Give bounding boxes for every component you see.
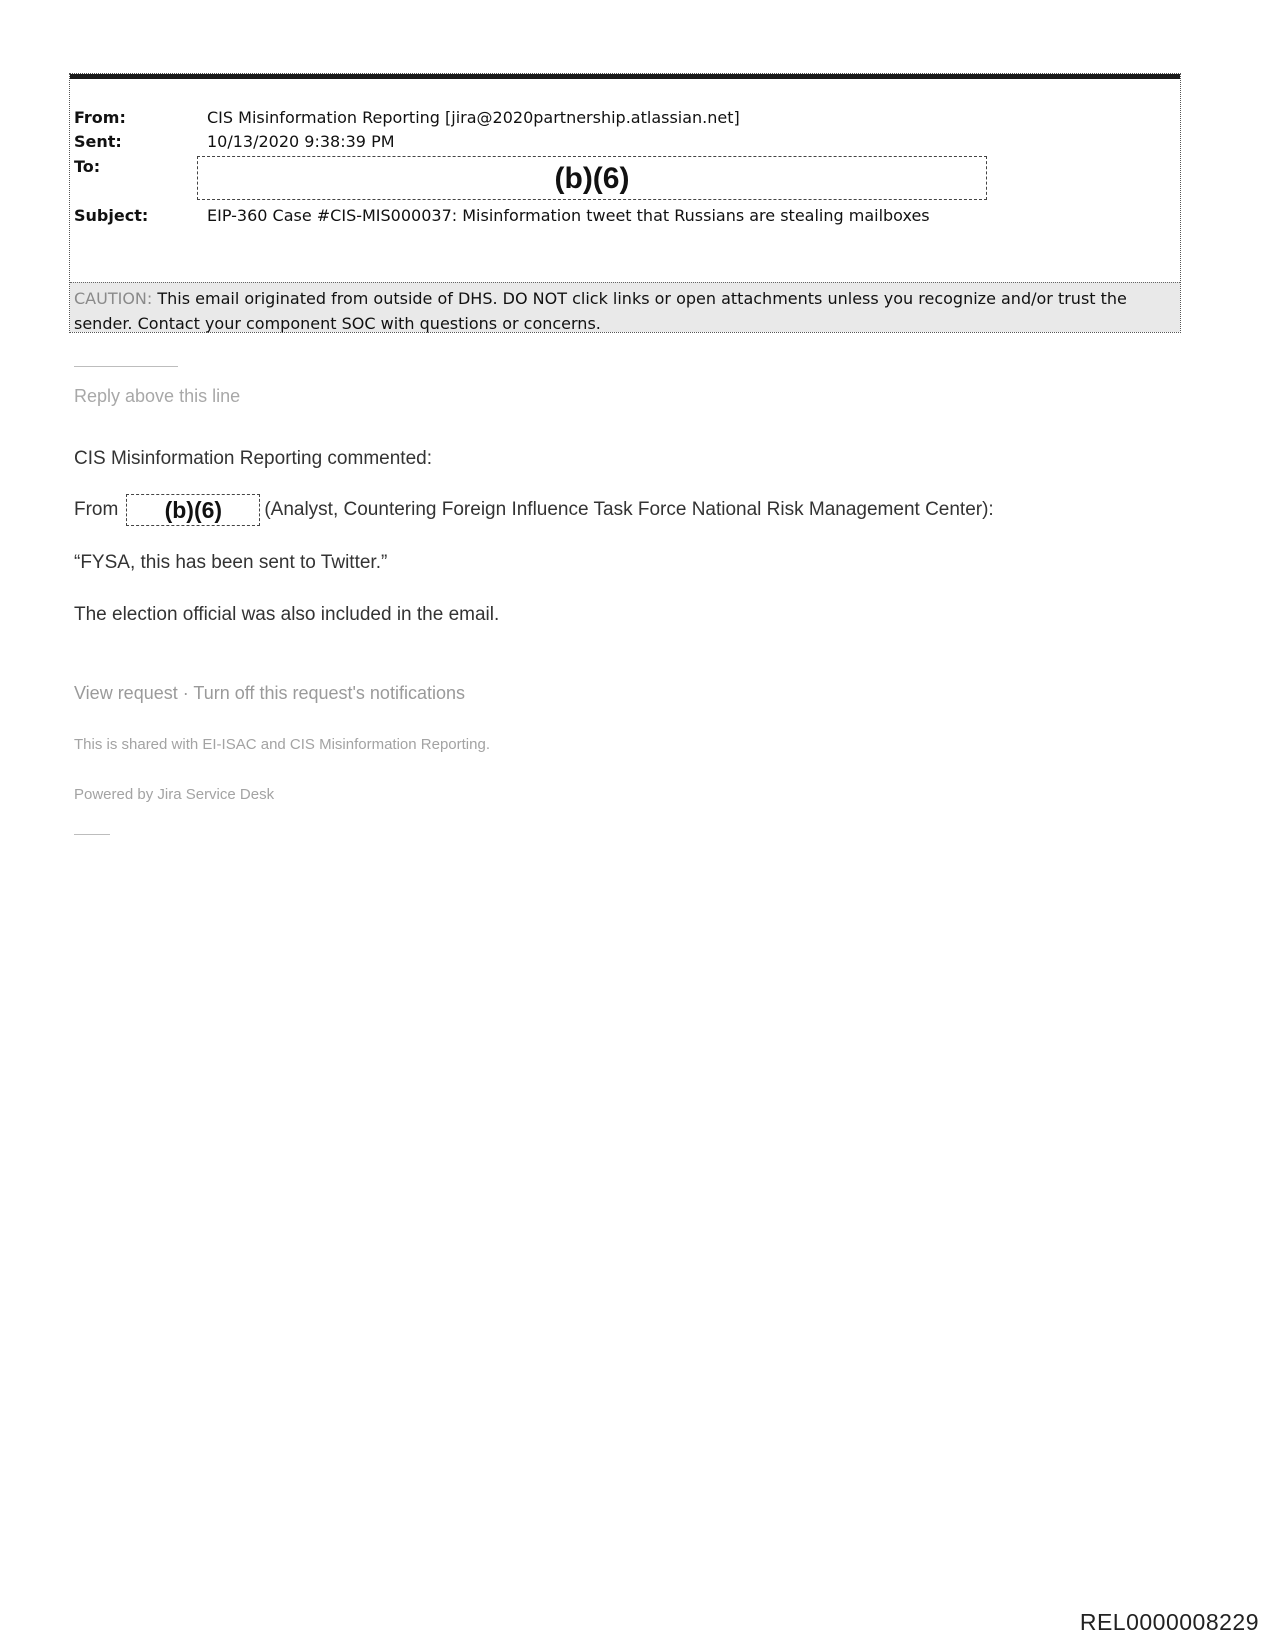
- header-top-rule: [70, 74, 1180, 79]
- caution-text: This email originated from outside of DHS. DO NOT click links or open attachments unless you recognize and/or trust the sender. Contact your component SOC with questions or concerns.: [74, 289, 1127, 333]
- sent-value: 10/13/2020 9:38:39 PM: [207, 132, 395, 151]
- sent-label: Sent:: [74, 132, 122, 151]
- subject-value: EIP-360 Case #CIS-MIS000037: Misinformation tweet that Russians are stealing mailboxes: [207, 206, 930, 225]
- email-header: [69, 73, 1181, 333]
- bates-number: REL0000008229: [1079, 1609, 1259, 1635]
- from-redaction-box: (b)(6): [126, 494, 260, 526]
- reply-above-line: Reply above this line: [74, 386, 241, 406]
- link-separator: ·: [177, 683, 194, 703]
- caution-label: CAUTION:: [74, 289, 153, 308]
- turn-off-notifications-link[interactable]: Turn off this request's notifications: [193, 683, 465, 703]
- request-links: [74, 683, 465, 704]
- comment-from-line: [74, 493, 994, 527]
- to-label: To:: [74, 157, 101, 176]
- view-request-link[interactable]: View request: [74, 683, 178, 703]
- comment-from-suffix: (Analyst, Countering Foreign Influence Task Force National Risk Management Center):: [264, 499, 994, 520]
- comment-note: The election official was also included in the email.: [74, 604, 500, 625]
- shared-with-text: This is shared with EI-ISAC and CIS Misinformation Reporting.: [74, 736, 490, 753]
- to-redaction-box: (b)(6): [197, 156, 987, 200]
- comment-heading: CIS Misinformation Reporting commented:: [74, 448, 432, 469]
- comment-quote: “FYSA, this has been sent to Twitter.”: [74, 552, 388, 573]
- caution-banner: [70, 282, 1180, 332]
- from-value: CIS Misinformation Reporting [jira@2020partnership.atlassian.net]: [207, 108, 740, 127]
- comment-from-prefix: From: [74, 499, 119, 520]
- subject-label: Subject:: [74, 206, 149, 225]
- footer-divider: [74, 834, 110, 835]
- powered-by-text: Powered by Jira Service Desk: [74, 786, 275, 803]
- reply-divider: [74, 366, 178, 367]
- from-label: From:: [74, 108, 126, 127]
